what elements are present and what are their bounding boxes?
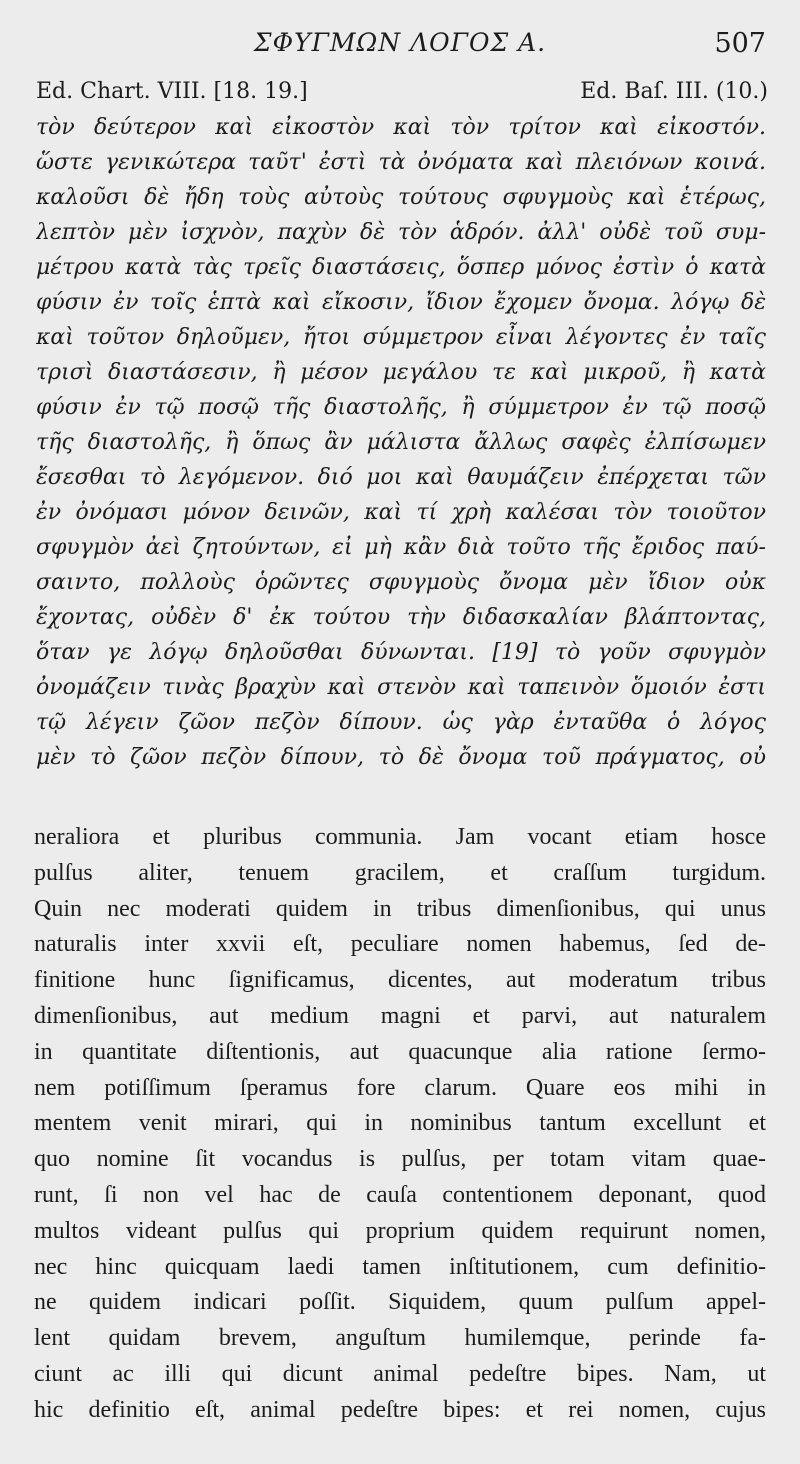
greek-text-line: λεπτὸν μὲν ἰσχνὸν, παχὺν δὲ τὸν ἁδρόν. ἀλλ' οὐδὲ τοῦ συμ- <box>36 220 766 245</box>
latin-text-line: lent quidam brevem, anguſtum humilemque, perinde fa- <box>34 1325 766 1352</box>
greek-text-line: ἔσεσθαι τὸ λεγόμενον. διό μοι καὶ θαυμάζειν ἐπέρχεται τῶν <box>36 465 766 490</box>
latin-text-line: runt, ſi non vel hac de cauſa contentionem deponant, quod <box>34 1181 766 1208</box>
greek-text-line: φύσιν ἐν τοῖς ἑπτὰ καὶ εἴκοσιν, ἴδιον ἔχομεν ὄνομα. λόγῳ δὲ <box>36 290 766 315</box>
greek-text-line: σαιντο, πολλοὺς ὁρῶντες σφυγμοὺς ὄνομα μὲν ἴδιον οὐκ <box>36 570 766 595</box>
greek-text-line: ὥστε γενικώτερα ταῦτ' ἐστὶ τὰ ὀνόματα καὶ πλειόνων κοινά. <box>36 150 766 175</box>
greek-text-line: μὲν τὸ ζῶον πεζὸν δίπουν, τὸ δὲ ὄνομα τοῦ πράγματος, οὐ <box>36 745 766 770</box>
latin-text-line: in quantitate diſtentionis, aut quacunque alia ratione ſermo- <box>34 1038 766 1065</box>
greek-text-line: ἔχοντας, οὐδὲν δ' ἐκ τούτου τὴν διδασκαλίαν βλάπτοντας, <box>36 605 766 630</box>
greek-text-line: τρισὶ διαστάσεσιν, ἢ μέσον μεγάλου τε καὶ μικροῦ, ἢ κατὰ <box>36 360 766 385</box>
greek-text-line: σφυγμὸν ἀεὶ ζητούντων, εἰ μὴ κἂν διὰ τοῦτο τῆς ἔριδος παύ- <box>36 535 766 560</box>
greek-text-line: τὸν δεύτερον καὶ εἰκοστὸν καὶ τὸν τρίτον καὶ εἰκοστόν. <box>36 115 766 140</box>
latin-text-line: neraliora et pluribus communia. Jam vocant etiam hosce <box>34 824 766 850</box>
edition-reference-right: Ed. Baſ. III. (10.) <box>580 79 768 104</box>
latin-text-line: naturalis inter xxvii eſt, peculiare nomen habemus, ſed de- <box>34 931 766 958</box>
greek-text-line: τῆς διαστολῆς, ἢ ὅπως ἂν μάλιστα ἄλλως σαφὲς ἐλπίσωμεν <box>36 430 766 455</box>
greek-text-line: τῷ λέγειν ζῶον πεζὸν δίπουν. ὡς γὰρ ἐνταῦθα ὁ λόγος <box>36 710 766 735</box>
latin-text-line: nec hinc quicquam laedi tamen inſtitutionem, cum definitio- <box>34 1253 766 1280</box>
latin-text-line: Quin nec moderati quidem in tribus dimenſionibus, qui unus <box>34 895 766 922</box>
greek-text-line: ὅταν γε λόγῳ δηλοῦσθαι δύνωνται. [19] τὸ γοῦν σφυγμὸν <box>36 640 766 665</box>
latin-text-line: mentem venit mirari, qui in nominibus tantum excellunt et <box>34 1110 766 1137</box>
edition-reference-left: Ed. Chart. VIII. [18. 19.] <box>36 79 308 104</box>
latin-text-line: pulſus aliter, tenuem gracilem, et craſſum turgidum. <box>34 859 766 886</box>
page-number: 507 <box>714 28 766 59</box>
latin-text-line: ciunt ac illi qui dicunt animal pedeſtre bipes. Nam, ut <box>34 1360 766 1387</box>
latin-text-line: hic definitio eſt, animal pedeſtre bipes: et rei nomen, cujus <box>34 1396 766 1423</box>
greek-text-line: φύσιν ἐν τῷ ποσῷ τῆς διαστολῆς, ἢ σύμμετρον ἐν τῷ ποσῷ <box>36 395 766 420</box>
latin-text-line: nem potiſſimum ſperamus fore clarum. Quare eos mihi in <box>34 1074 766 1101</box>
greek-text-block <box>36 110 766 775</box>
latin-text-line: quo nomine ſit vocandus is pulſus, per totam vitam quae- <box>34 1146 766 1173</box>
running-title: ΣΦΥΓΜΩΝ ΛΟΓΟΣ Α. <box>253 28 547 57</box>
greek-text-line: ἐν ὀνόμασι μόνον δεινῶν, καὶ τί χρὴ καλέσαι τὸν τοιοῦτον <box>36 500 766 525</box>
latin-text-line: ne quidem indicari poſſit. Siquidem, quum pulſum appel- <box>34 1289 766 1316</box>
greek-text-line: καὶ τοῦτον δηλοῦμεν, ἤτοι σύμμετρον εἶναι λέγοντες ἐν ταῖς <box>36 325 766 350</box>
greek-text-line: καλοῦσι δὲ ἤδη τοὺς αὐτοὺς τούτους σφυγμοὺς καὶ ἑτέρως, <box>36 185 766 210</box>
greek-text-line: μέτρου κατὰ τὰς τρεῖς διαστάσεις, ὅσπερ μόνος ἐστὶν ὁ κατὰ <box>36 255 766 280</box>
latin-text-line: finitione hunc ſignificamus, dicentes, aut moderatum tribus <box>34 967 766 994</box>
edition-reference-line <box>36 79 768 104</box>
latin-text-line: multos videant pulſus qui proprium quidem requirunt nomen, <box>34 1217 766 1244</box>
latin-text-line: dimenſionibus, aut medium magni et parvi, aut naturalem <box>34 1002 766 1029</box>
latin-translation-block <box>34 820 766 1429</box>
greek-text-line: ὀνομάζειν τινὰς βραχὺν καὶ στενὸν καὶ ταπεινὸν ὅμοιόν ἐστι <box>36 675 766 700</box>
